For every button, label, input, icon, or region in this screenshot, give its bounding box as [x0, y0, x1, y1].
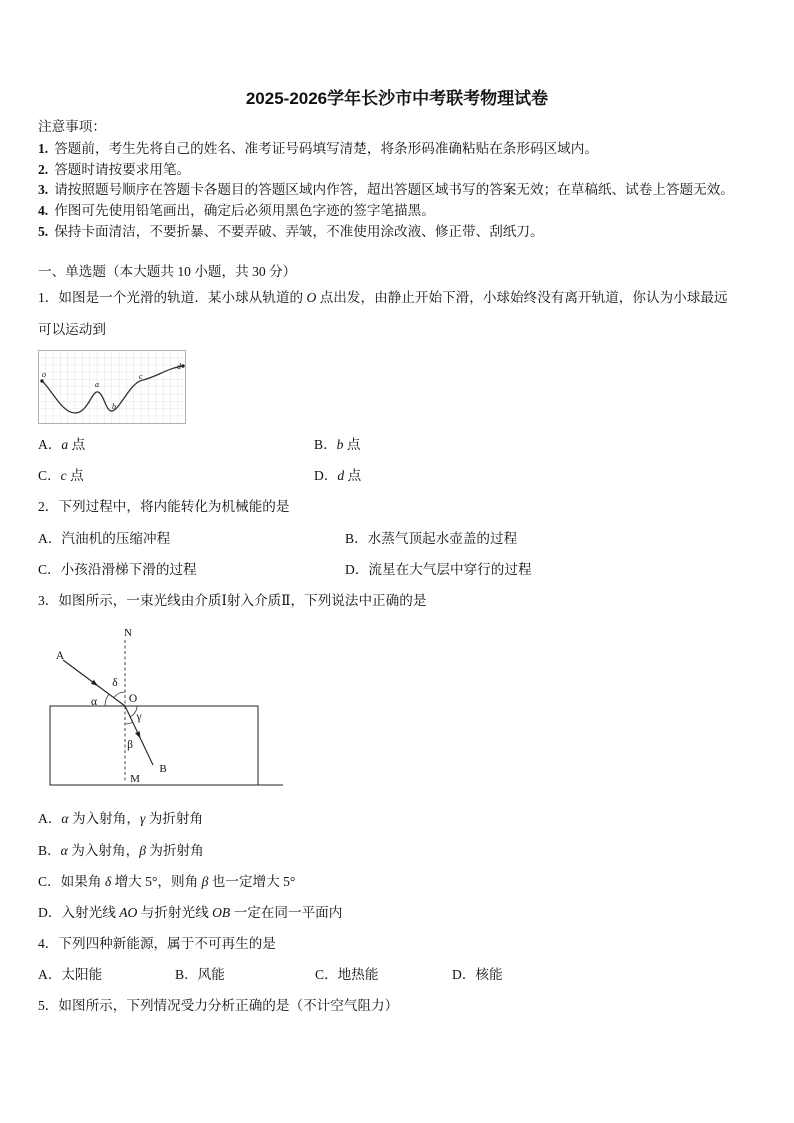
option-variable: α: [60, 843, 68, 858]
option-text: 点: [343, 437, 361, 452]
alpha-label: α: [90, 696, 98, 708]
option: [314, 437, 360, 453]
option-label: B．: [38, 843, 61, 858]
option: [38, 967, 102, 983]
notice-item-number: 4.: [38, 203, 49, 218]
option-label: A．: [38, 811, 62, 826]
point-a-label: a: [95, 380, 99, 389]
option: [38, 531, 170, 547]
option-label: D．: [452, 967, 476, 982]
option: [38, 874, 295, 890]
option-text: 为折射角: [145, 811, 204, 826]
point-c-label: c: [139, 372, 143, 381]
option: [38, 468, 84, 484]
option: [38, 562, 197, 578]
point-b-label: b: [112, 402, 116, 411]
option: [345, 562, 532, 578]
option-text: 点: [68, 437, 86, 452]
option-text: 也一定增大 5°: [208, 874, 296, 889]
medium-block: [50, 706, 258, 785]
option-label: B．: [314, 437, 337, 452]
track-diagram: [38, 350, 186, 424]
point-d-label: d: [177, 362, 181, 371]
notice-item-number: 2.: [38, 162, 49, 177]
stem-text: 1．如图是一个光滑的轨道．某小球从轨道的: [38, 290, 307, 305]
notice-item-text: 请按照题号顺序在答题卡各题目的答题区域内作答，超出答题区域书写的答案无效；在草稿纸、试卷上答题无效。: [54, 182, 734, 197]
notice-item: [38, 182, 734, 198]
point-o-dot: [40, 379, 43, 382]
question-4-stem: 4．下列四种新能源，属于不可再生的是: [38, 936, 276, 951]
beta-label: β: [127, 739, 133, 751]
point-d-dot: [181, 364, 184, 367]
stem-variable: O: [306, 290, 317, 305]
stem-text: 点出发，由静止开始下滑，小球始终没有离开轨道，你认为小球最远: [316, 290, 728, 305]
option-text: 汽油机的压缩冲程: [61, 531, 171, 546]
option-label: D．: [38, 905, 62, 920]
option-variable: AO: [119, 905, 138, 920]
option-label: D．: [345, 562, 369, 577]
beta-arc: [125, 722, 133, 724]
option-label: C．: [38, 562, 61, 577]
refraction-diagram: [38, 622, 288, 792]
option-variable: a: [61, 437, 69, 452]
point-o-label: o: [42, 370, 46, 379]
option-text: 小孩沿滑梯下滑的过程: [60, 562, 197, 577]
option-label: C．: [315, 967, 338, 982]
incident-point-label: A: [55, 650, 65, 662]
delta-label: δ: [112, 677, 118, 689]
option-text: 风能: [197, 967, 225, 982]
question-5-stem: 5．如图所示，下列情况受力分析正确的是（不计空气阻力）: [38, 998, 399, 1013]
notice-item-text: 保持卡面清洁，不要折暴、不要弄破、弄皱，不准使用涂改液、修正带、刮纸刀。: [54, 224, 544, 239]
grid-background: [39, 351, 186, 424]
notice-item: [38, 224, 544, 240]
option-text: 太阳能: [61, 967, 103, 982]
option-text: 核能: [475, 967, 503, 982]
option-text: 点: [66, 468, 84, 483]
point-o-label: O: [128, 693, 138, 705]
option-variable: δ: [104, 874, 112, 889]
notice-item-text: 作图可先使用铅笔画出，确定后必须用黑色字迹的签字笔描黑。: [54, 203, 435, 218]
notice-heading: 注意事项：: [38, 119, 106, 134]
option-text: 如果角: [60, 874, 105, 889]
option: [345, 531, 517, 547]
normal-bottom-label: M: [130, 773, 140, 785]
option-variable: γ: [139, 811, 146, 826]
section-heading: 一、单选题（本大题共 10 小题，共 30 分）: [38, 264, 297, 279]
option: [38, 905, 342, 921]
option: [314, 468, 361, 484]
alpha-arc: [105, 694, 109, 706]
delta-arc: [114, 692, 125, 698]
option-label: A．: [38, 531, 62, 546]
option-text: 流星在大气层中穿行的过程: [368, 562, 532, 577]
normal-top-label: N: [124, 627, 132, 639]
refracted-point-label: B: [159, 763, 167, 775]
option-text: 一定在同一平面内: [230, 905, 343, 920]
option-label: B．: [175, 967, 198, 982]
option: [175, 967, 225, 983]
option-variable: α: [61, 811, 69, 826]
option-text: 地热能: [337, 967, 379, 982]
question-3-stem: 3．如图所示，一束光线由介质Ⅰ射入介质Ⅱ，下列说法中正确的是: [38, 593, 427, 608]
option-text: 点: [344, 468, 362, 483]
option-text: 为入射角，: [67, 843, 140, 858]
question-1-stem-continued: 可以运动到: [38, 322, 106, 337]
notice-item-number: 5.: [38, 224, 49, 239]
option-label: A．: [38, 437, 62, 452]
notice-item-text: 答题时请按要求用笔。: [54, 162, 191, 177]
notice-item: [38, 203, 435, 219]
option-text: 为入射角，: [68, 811, 140, 826]
incident-arrow-icon: [91, 680, 98, 686]
notice-item-number: 1.: [38, 141, 49, 156]
option-variable: b: [336, 437, 344, 452]
option-label: B．: [345, 531, 368, 546]
option-text: 与折射光线: [137, 905, 213, 920]
option: [38, 843, 204, 859]
option-variable: OB: [212, 905, 231, 920]
option-label: C．: [38, 468, 61, 483]
notice-item: [38, 162, 190, 178]
notice-item-text: 答题前，考生先将自己的姓名、准考证号码填写清楚，将条形码准确粘贴在条形码区域内。: [54, 141, 598, 156]
gamma-label: γ: [136, 711, 142, 723]
option-label: D．: [314, 468, 338, 483]
option-text: 增大 5°，则角: [111, 874, 202, 889]
question-1-stem: [38, 290, 728, 306]
option-text: 入射光线: [61, 905, 120, 920]
refracted-arrow-icon: [135, 731, 140, 738]
option-variable: d: [337, 468, 345, 483]
question-2-stem: 2．下列过程中，将内能转化为机械能的是: [38, 499, 290, 514]
option-label: C．: [38, 874, 61, 889]
option-text: 水蒸气顶起水壶盖的过程: [367, 531, 518, 546]
page-title: 2025-2026学年长沙市中考联考物理试卷: [245, 89, 549, 108]
option-label: A．: [38, 967, 62, 982]
option-text: 为折射角: [145, 843, 204, 858]
option-variable: c: [60, 468, 67, 483]
option-variable: β: [201, 874, 209, 889]
option: [452, 967, 503, 983]
option-variable: β: [139, 843, 146, 858]
option: [315, 967, 378, 983]
option: [38, 437, 85, 453]
notice-item-number: 3.: [38, 182, 49, 197]
notice-item: [38, 141, 598, 157]
option: [38, 811, 203, 827]
